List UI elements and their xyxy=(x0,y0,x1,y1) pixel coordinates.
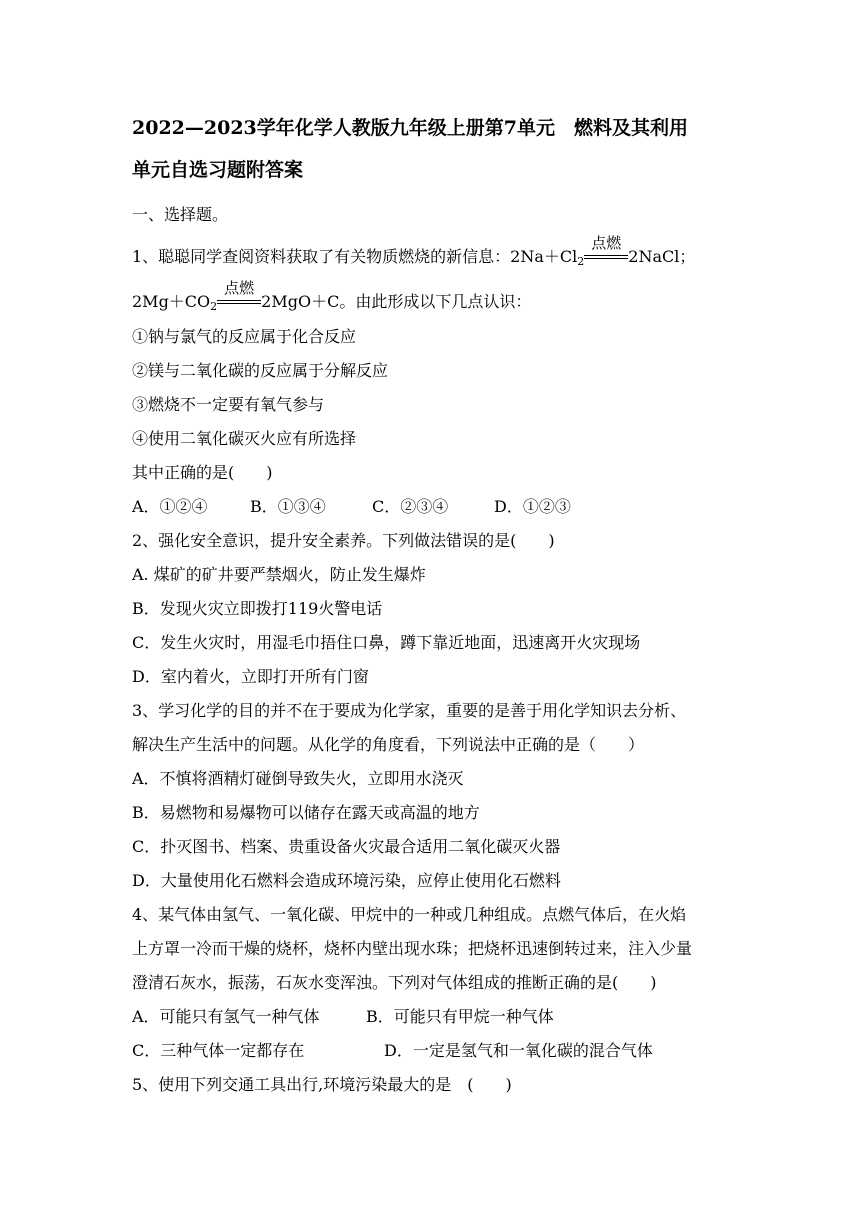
q1-cl-subscript: 2 xyxy=(577,255,585,268)
document-title-line-2: 单元自选习题附答案 xyxy=(132,159,304,181)
q1-question: 其中正确的是( ) xyxy=(132,463,273,482)
q1-condition-2: 点燃 xyxy=(224,279,255,297)
q3-option-a: A．不慎将酒精灯碰倒导致失火，立即用水浇灭 xyxy=(132,769,464,788)
q1-co-subscript: 2 xyxy=(210,300,218,313)
q1-option-b: B．①③④ xyxy=(250,497,326,516)
q3-option-d: D．大量使用化石燃料会造成环境污染，应停止使用化石燃料 xyxy=(132,871,561,890)
q4-stem-line-1: 4、某气体由氢气、一氧化碳、甲烷中的一种或几种组成。点燃气体后，在火焰 xyxy=(132,905,687,924)
section-heading: 一、选择题。 xyxy=(132,205,229,224)
q1-condition-1: 点燃 xyxy=(591,234,622,252)
q5-stem: 5、使用下列交通工具出行,环境污染最大的是 ( ) xyxy=(132,1075,512,1094)
q1-reaction-arrow-2 xyxy=(217,279,261,313)
q3-stem-line-1: 3、学习化学的目的并不在于要成为化学家，重要的是善于用化学知识去分析、 xyxy=(132,701,687,720)
q1-statement-3: ③燃烧不一定要有氧气参与 xyxy=(132,395,325,414)
q3-option-b: B．易燃物和易爆物可以储存在露天或高温的地方 xyxy=(132,803,480,822)
q1-statement-4: ④使用二氧化碳灭火应有所选择 xyxy=(132,429,357,448)
q1-intro-text: 1、聪聪同学查阅资料获取了有关物质燃烧的新信息：2Na＋Cl xyxy=(132,247,578,266)
q4-option-d: D．一定是氢气和一氧化碳的混合气体 xyxy=(384,1041,653,1060)
q1-statement-1: ①钠与氯气的反应属于化合反应 xyxy=(132,327,357,346)
q2-option-c: C．发生火灾时，用湿毛巾捂住口鼻，蹲下靠近地面，迅速离开火灾现场 xyxy=(132,633,641,652)
q4-stem-line-3: 澄清石灰水，振荡，石灰水变浑浊。下列对气体组成的推断正确的是( ) xyxy=(132,973,657,992)
q1-product-2: 2MgO＋C。由此形成以下几点认识： xyxy=(261,292,532,311)
q3-option-c: C．扑灭图书、档案、贵重设备火灾最合适用二氧化碳灭火器 xyxy=(132,837,561,856)
q1-statement-2: ②镁与二氧化碳的反应属于分解反应 xyxy=(132,361,389,380)
q3-stem-line-2: 解决生产生活中的问题。从化学的角度看，下列说法中正确的是（ ） xyxy=(132,735,645,754)
q1-equation-line-2 xyxy=(132,279,532,318)
q1-reactants-2: 2Mg＋CO xyxy=(132,292,211,311)
q1-reaction-arrow-1 xyxy=(584,234,628,268)
q4-stem-line-2: 上方罩一冷而干燥的烧杯，烧杯内壁出现水珠；把烧杯迅速倒转过来，注入少量 xyxy=(132,939,693,958)
document-title-line-1: 2022—2023学年化学人教版九年级上册第7单元 燃料及其利用 xyxy=(132,117,688,139)
q4-option-c: C．三种气体一定都存在 xyxy=(132,1041,305,1060)
q2-option-a: A. 煤矿的矿井要严禁烟火，防止发生爆炸 xyxy=(132,565,426,584)
q2-stem: 2、强化安全意识，提升安全素养。下列做法错误的是( ) xyxy=(132,531,555,550)
q1-option-a: A．①②④ xyxy=(132,497,208,516)
q4-option-a: A．可能只有氢气一种气体 xyxy=(132,1007,320,1026)
q1-product-1: 2NaCl； xyxy=(628,247,696,266)
q1-intro-line xyxy=(132,234,696,273)
q4-option-b: B．可能只有甲烷一种气体 xyxy=(366,1007,554,1026)
q2-option-d: D．室内着火，立即打开所有门窗 xyxy=(132,667,369,686)
q1-option-d: D．①②③ xyxy=(494,497,571,516)
q1-option-c: C．②③④ xyxy=(372,497,449,516)
q2-option-b: B．发现火灾立即拨打119火警电话 xyxy=(132,599,383,618)
